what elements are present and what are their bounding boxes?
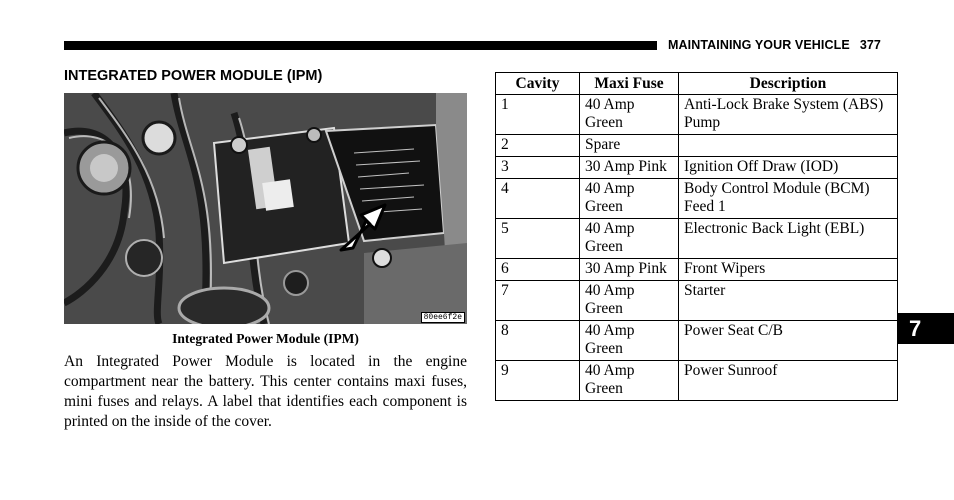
- description-cell: Electronic Back Light (EBL): [679, 219, 898, 259]
- cavity-cell: 6: [496, 259, 580, 281]
- chapter-tab: 7: [897, 313, 954, 344]
- column-header-cavity: Cavity: [496, 73, 580, 95]
- fuse-table: [495, 72, 898, 401]
- description-cell: [679, 135, 898, 157]
- table-row: [496, 281, 898, 321]
- description-cell: Anti-Lock Brake System (ABS) Pump: [679, 95, 898, 135]
- column-header-maxi-fuse: Maxi Fuse: [580, 73, 679, 95]
- cavity-cell: 4: [496, 179, 580, 219]
- table-row: [496, 219, 898, 259]
- table-header-row: [496, 73, 898, 95]
- column-header-description: Description: [679, 73, 898, 95]
- section-title: INTEGRATED POWER MODULE (IPM): [64, 68, 323, 84]
- figure-caption: Integrated Power Module (IPM): [172, 331, 359, 346]
- body-paragraph: An Integrated Power Module is located in the engine compartment near the battery. This center contains maxi fuses, mini fuses and relays. A label that identifies each component is printed on the inside of the cover.: [64, 353, 467, 430]
- table-row: [496, 135, 898, 157]
- cavity-cell: 3: [496, 157, 580, 179]
- cavity-cell: 5: [496, 219, 580, 259]
- fuse-cell: 30 Amp Pink: [580, 157, 679, 179]
- fuse-cell: 40 Amp Green: [580, 281, 679, 321]
- description-cell: Power Seat C/B: [679, 321, 898, 361]
- description-cell: Power Sunroof: [679, 361, 898, 401]
- table-row: [496, 321, 898, 361]
- cavity-cell: 9: [496, 361, 580, 401]
- page-number: 377: [859, 38, 881, 52]
- header-rule: [64, 41, 657, 50]
- fuse-cell: 40 Amp Green: [580, 361, 679, 401]
- header-section-title: MAINTAINING YOUR VEHICLE: [668, 38, 850, 52]
- cavity-cell: 1: [496, 95, 580, 135]
- running-header: [668, 38, 881, 52]
- cavity-cell: 8: [496, 321, 580, 361]
- table-row: [496, 179, 898, 219]
- description-cell: Ignition Off Draw (IOD): [679, 157, 898, 179]
- table-row: [496, 95, 898, 135]
- description-cell: Starter: [679, 281, 898, 321]
- fuse-cell: 40 Amp Green: [580, 321, 679, 361]
- description-cell: Front Wipers: [679, 259, 898, 281]
- fuse-cell: 40 Amp Green: [580, 179, 679, 219]
- fuse-cell: 40 Amp Green: [580, 219, 679, 259]
- cavity-cell: 7: [496, 281, 580, 321]
- engine-compartment-photo: [64, 93, 467, 324]
- engine-photo-illustration: [64, 93, 467, 324]
- fuse-cell: 40 Amp Green: [580, 95, 679, 135]
- figure-code: 80ee6f2e: [421, 312, 465, 323]
- description-cell: Body Control Module (BCM) Feed 1: [679, 179, 898, 219]
- table-row: [496, 157, 898, 179]
- fuse-cell: 30 Amp Pink: [580, 259, 679, 281]
- fuse-cell: Spare: [580, 135, 679, 157]
- cavity-cell: 2: [496, 135, 580, 157]
- table-row: [496, 361, 898, 401]
- table-row: [496, 259, 898, 281]
